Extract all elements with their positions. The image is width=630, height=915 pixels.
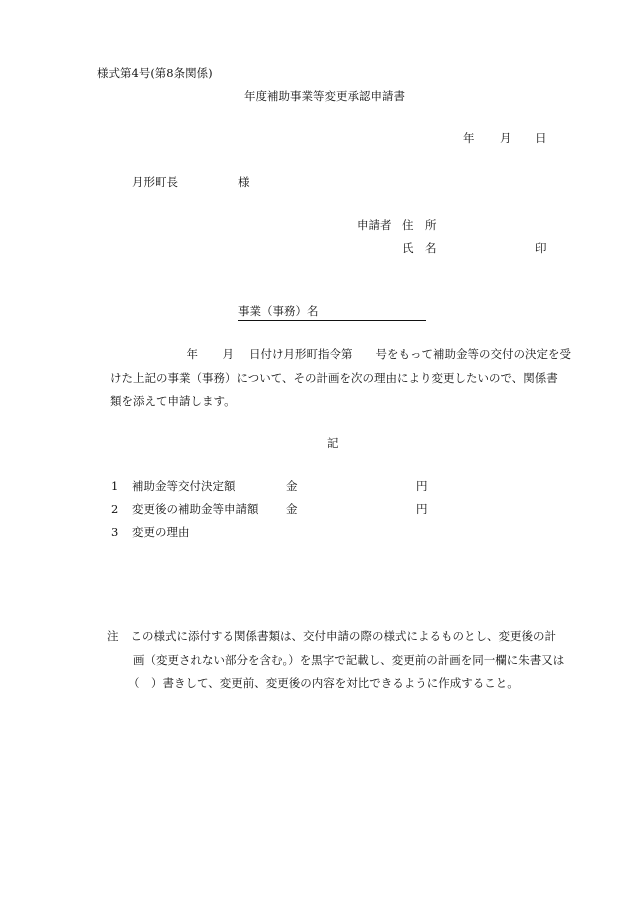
item-2-currency: 金 <box>286 502 298 516</box>
body-year: 年 <box>186 347 198 361</box>
body-line-3: 類を添えて申請します。 <box>110 394 236 408</box>
applicant-label: 申請者 <box>357 218 392 232</box>
item-2-unit: 円 <box>416 502 428 516</box>
item-1-number: 1 <box>111 479 119 493</box>
date-month: 月 <box>500 131 512 145</box>
body-month: 月 <box>222 347 234 361</box>
item-3-number: 3 <box>111 525 119 539</box>
note-line-2: 画（変更されない部分を含む。）を黒字で記載し、変更前の計画を同一欄に朱書又は <box>133 652 565 667</box>
note-line-1 <box>107 625 582 649</box>
applicant-address-label: 住 所 <box>402 218 437 232</box>
project-name-label: 事業（事務）名 <box>238 304 319 318</box>
ki-heading: 記 <box>327 436 339 450</box>
form-number: 様式第4号(第8条関係) <box>97 66 213 80</box>
item-1-label: 補助金等交付決定額 <box>132 479 236 493</box>
item-3-label: 変更の理由 <box>132 525 190 539</box>
date-year: 年 <box>463 131 475 145</box>
body-line-1 <box>110 343 580 367</box>
note-line-1-text: この様式に添付する関係書類は、交付申請の際の様式によるものとし、変更後の計 <box>130 629 556 643</box>
note-line-3: （ ）書きして、変更前、変更後の内容を対比できるように作成すること。 <box>128 676 519 690</box>
request-body <box>110 343 580 414</box>
applicant-name-label: 氏 名 <box>402 241 437 255</box>
body-line-2: けた上記の事業（事務）について、その計画を次の理由により変更したいので、関係書 <box>110 370 558 385</box>
item-2-label: 変更後の補助金等申請額 <box>132 502 259 516</box>
seal-mark: 印 <box>535 241 547 255</box>
addressee-name: 月形町長 <box>132 175 178 189</box>
item-1-currency: 金 <box>286 479 298 493</box>
addressee-honorific: 様 <box>238 175 250 189</box>
date-day: 日 <box>535 131 547 145</box>
note-mark: 注 <box>107 629 119 643</box>
body-line-1-rest: 日付け月形町指令第 号をもって補助金等の交付の決定を受 <box>249 347 571 361</box>
item-2-number: 2 <box>111 502 119 516</box>
project-name-field <box>238 306 426 321</box>
item-1-unit: 円 <box>416 479 428 493</box>
document-title: 年度補助事業等変更承認申請書 <box>244 89 405 103</box>
note-block <box>107 625 582 696</box>
